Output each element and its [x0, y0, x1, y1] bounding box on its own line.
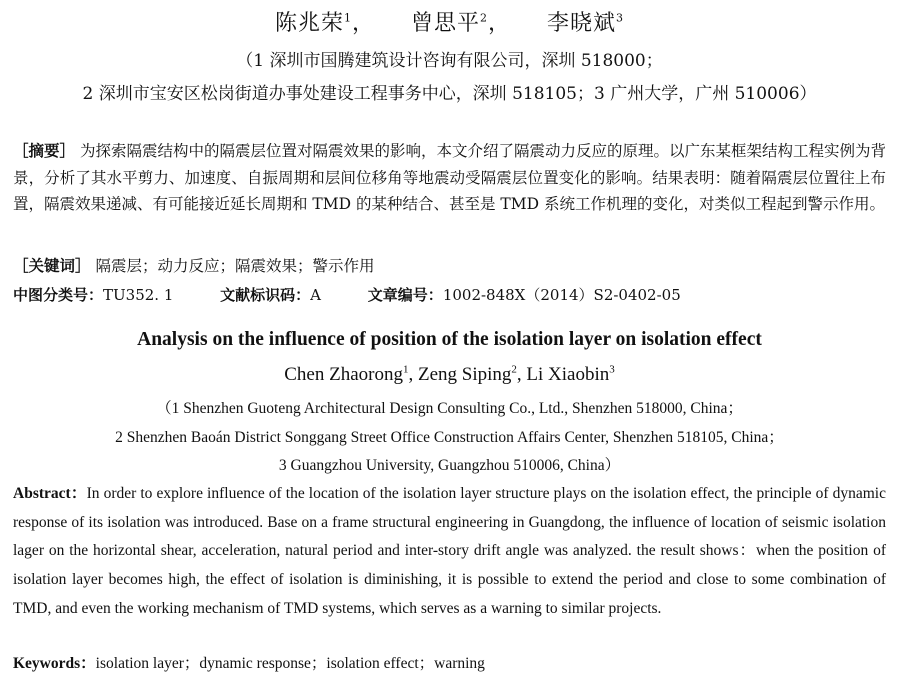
- abstract-en-text: In order to explore influence of the location of the isolation layer structure plays on the isolation effect, the principle of dynamic response of its isolation was introduced. Base on a frame structural engineering in Guangdong, the influence of location of seismic isolation lager on the horizontal shear, acceleration, natural period and inter-story drift angle was analyzed. the result shows：when the position of isolation layer becomes high, the effect of isolation is diminishing, it is possible to extend the period and close to some combination of TMD, and even the working mechanism of TMD systems, which serves as a warning to similar projects.: [13, 485, 886, 617]
- affiliation-cn-line1: （1 深圳市国腾建筑设计咨询有限公司，深圳 518000；: [236, 51, 663, 71]
- abstract-cn-label: ［摘要］: [13, 142, 76, 160]
- clc-number: 中图分类号：TU352. 1: [13, 286, 174, 304]
- abstract-en: [13, 480, 886, 624]
- abstract-cn-text: 为探索隔震结构中的隔震层位置对隔震效果的影响，本文介绍了隔震动力反应的原理。以广东某框架结构工程实例为背景，分析了其水平剪力、加速度、自振周期和层间位移角等地震动受隔震层位置变化的影响。结果表明：随着隔震层位置往上布置，隔震效果递减、有可能接近延长周期和 TMD 的某种结合、甚至是 TMD 系统工作机理的变化，对类似工程起到警示作用。: [13, 142, 886, 213]
- author-en-3: Li Xiaobin$^3$: [526, 363, 615, 385]
- affiliation-en-line1: （1 Shenzhen Guoteng Architectural Design Consulting Co., Ltd., Shenzhen 518000, China；: [156, 400, 743, 417]
- author-cn-1: 陈兆荣$^1$，: [274, 11, 375, 36]
- affiliation-en-line2: 2 Shenzhen Baoán District Songgang Street Office Construction Affairs Center, Shenzhen 518105, China；: [115, 429, 784, 446]
- title-en: Analysis on the influence of position of the isolation layer on isolation effect: [137, 329, 762, 350]
- author-cn-2: 曾思平$^2$，: [410, 11, 512, 36]
- author-en-2: Zeng Siping$^2$,: [417, 363, 527, 385]
- abstract-cn: [13, 138, 886, 218]
- authors-cn: [0, 6, 899, 37]
- affiliation-en-line3: 3 Guangzhou University, Guangzhou 510006, China）: [278, 457, 621, 474]
- authors-en: [0, 364, 899, 386]
- author-en-1: Chen Zhaorong$^1$,: [284, 363, 418, 385]
- classification-line: [13, 284, 886, 305]
- document-code: 文献标识码：A: [220, 286, 322, 304]
- keywords-cn: [13, 254, 886, 276]
- keywords-en-text: isolation layer；dynamic response；isolation effect；warning: [95, 655, 485, 672]
- affiliation-cn-line2: 2 深圳市宝安区松岗街道办事处建设工程事务中心，深圳 518105；3 广州大学，广州 510006）: [82, 84, 817, 104]
- keywords-en: [13, 651, 886, 673]
- keywords-cn-label: ［关键词］: [13, 257, 91, 275]
- keywords-cn-text: 隔震层；动力反应；隔震效果；警示作用: [95, 257, 375, 275]
- author-cn-3: 李晓斌$^3$: [547, 11, 625, 36]
- article-number: 文章编号：1002-848X（2014）S2-0402-05: [367, 286, 681, 304]
- keywords-en-label: Keywords：: [13, 655, 96, 672]
- abstract-en-label: Abstract：: [13, 485, 87, 502]
